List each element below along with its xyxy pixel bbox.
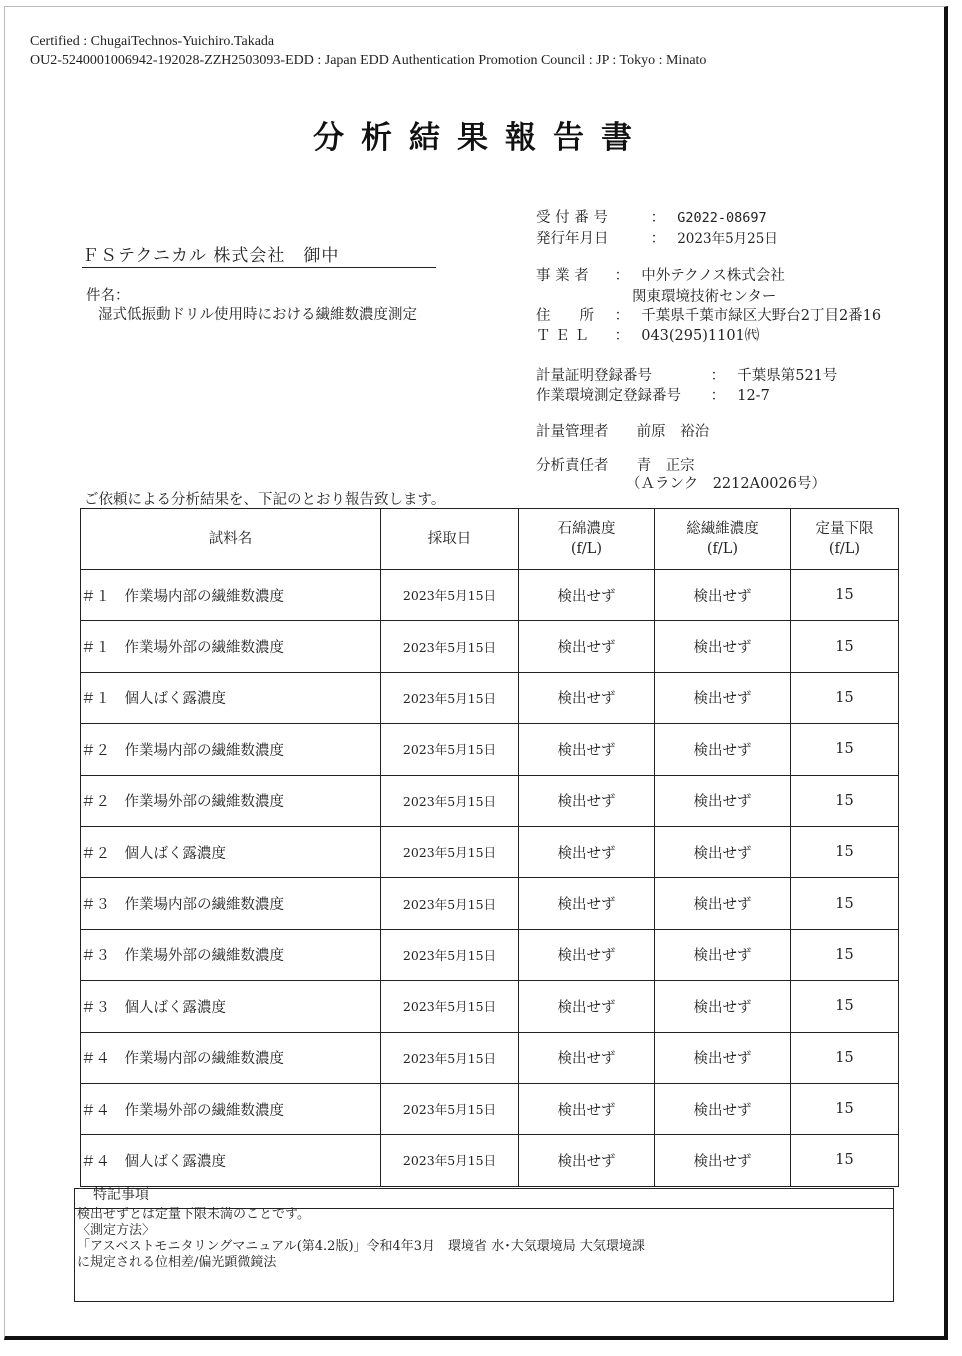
table-row	[81, 724, 899, 775]
quantification-limit-cell: 15	[791, 826, 899, 877]
environment-registration-row	[536, 386, 770, 406]
colon: ：	[614, 328, 630, 344]
receipt-number: G2022-08697	[677, 210, 767, 226]
addressee: ＦＳテクニカル 株式会社 御中	[82, 241, 436, 268]
asbestos-concentration-cell: 検出せず	[519, 621, 655, 672]
special-notes	[74, 1188, 894, 1302]
quantification-limit-cell: 15	[791, 570, 899, 621]
sampling-date-cell: 2023年5月15日	[381, 570, 519, 621]
sampling-date-cell: 2023年5月15日	[381, 621, 519, 672]
receipt-number-label: 受 付 番 号	[536, 210, 608, 226]
quantification-limit-cell: 15	[791, 621, 899, 672]
notes-body	[77, 1207, 645, 1271]
header-asbestos-label: 石綿濃度	[557, 521, 616, 537]
company-name: 中外テクノス株式会社	[641, 268, 785, 284]
colon: ：	[614, 308, 630, 324]
quantification-limit-cell: 15	[791, 775, 899, 826]
tel-label: Ｔ Ｅ Ｌ	[536, 328, 589, 344]
table-row	[81, 1032, 899, 1083]
certificate-line-2: OU2-5240001006942-192028-ZZH2503093-EDD : Japan EDD Authentication Promotion Council : JP : Tokyo : Minato	[30, 53, 707, 68]
results-table	[80, 508, 899, 1187]
sampling-date-cell: 2023年5月15日	[381, 929, 519, 980]
table-row	[81, 1135, 899, 1186]
table-row	[81, 672, 899, 723]
sampling-date-cell: 2023年5月15日	[381, 1083, 519, 1134]
notes-line-1: 検出せずとは定量下限未満のことです。	[77, 1207, 310, 1222]
sample-name-cell: ＃１ 個人ばく露濃度	[81, 672, 381, 723]
colon: ：	[614, 268, 630, 284]
asbestos-concentration-cell: 検出せず	[519, 1135, 655, 1186]
measurement-manager-name: 前原 裕治	[636, 424, 710, 440]
header-total-fiber-concentration	[655, 509, 791, 570]
quantification-limit-cell: 15	[791, 1032, 899, 1083]
table-row	[81, 826, 899, 877]
sample-name-cell: ＃４ 作業場内部の繊維数濃度	[81, 1032, 381, 1083]
measurement-manager-row	[536, 422, 709, 442]
notes-title: 特記事項	[93, 1187, 149, 1203]
digital-certificate	[30, 32, 706, 70]
tel-number: 043(295)1101㈹	[641, 328, 760, 344]
total-fiber-concentration-cell: 検出せず	[655, 878, 791, 929]
issue-date-row	[536, 229, 778, 249]
asbestos-concentration-cell: 検出せず	[519, 878, 655, 929]
analyst-name: 青 正宗	[636, 458, 695, 474]
quantification-limit-cell: 15	[791, 878, 899, 929]
company-department: 関東環境技術センター	[632, 289, 777, 305]
issue-date-label: 発行年月日	[536, 231, 609, 247]
total-fiber-concentration-cell: 検出せず	[655, 1083, 791, 1134]
sampling-date-cell: 2023年5月15日	[381, 672, 519, 723]
sampling-date-cell: 2023年5月15日	[381, 775, 519, 826]
sample-name-cell: ＃２ 作業場内部の繊維数濃度	[81, 724, 381, 775]
page-title: 分析結果報告書	[313, 120, 649, 156]
address-row	[536, 306, 881, 326]
sample-name-cell: ＃３ 作業場内部の繊維数濃度	[81, 878, 381, 929]
intro-text: ご依頼による分析結果を、下記のとおり報告致します。	[84, 492, 446, 508]
tel-row	[536, 326, 759, 346]
asbestos-concentration-cell: 検出せず	[519, 724, 655, 775]
sample-name-cell: ＃４ 個人ばく露濃度	[81, 1135, 381, 1186]
notes-line-4: に規定される位相差/偏光顕微鏡法	[77, 1255, 277, 1270]
certification-registration-row	[536, 366, 837, 386]
total-fiber-concentration-cell: 検出せず	[655, 775, 791, 826]
notes-line-3: 「アスベストモニタリングマニュアル(第4.2版)」令和4年3月 環境省 水･大気環境局 大気環境課	[77, 1239, 645, 1254]
sampling-date-cell: 2023年5月15日	[381, 1032, 519, 1083]
analyst-label: 分析責任者	[536, 458, 609, 474]
sample-name-cell: ＃３ 個人ばく露濃度	[81, 981, 381, 1032]
quantification-limit-cell: 15	[791, 672, 899, 723]
table-row	[81, 1083, 899, 1134]
sample-name-cell: ＃２ 作業場外部の繊維数濃度	[81, 775, 381, 826]
measurement-manager-label: 計量管理者	[536, 424, 609, 440]
asbestos-concentration-cell: 検出せず	[519, 1032, 655, 1083]
colon: ：	[710, 388, 726, 404]
total-fiber-concentration-cell: 検出せず	[655, 570, 791, 621]
receipt-number-row	[536, 208, 767, 228]
sample-name-cell: ＃１ 作業場外部の繊維数濃度	[81, 621, 381, 672]
asbestos-concentration-cell: 検出せず	[519, 672, 655, 723]
sampling-date-cell: 2023年5月15日	[381, 724, 519, 775]
header-unit: (f/L)	[706, 541, 739, 557]
environment-registration-number: 12-7	[737, 388, 770, 404]
sampling-date-cell: 2023年5月15日	[381, 981, 519, 1032]
table-row	[81, 621, 899, 672]
header-unit: (f/L)	[570, 541, 603, 557]
table-row	[81, 929, 899, 980]
table-row	[81, 981, 899, 1032]
asbestos-concentration-cell: 検出せず	[519, 570, 655, 621]
colon: ：	[710, 368, 726, 384]
quantification-limit-cell: 15	[791, 929, 899, 980]
header-sampling-date: 採取日	[381, 509, 519, 570]
total-fiber-concentration-cell: 検出せず	[655, 826, 791, 877]
company-row	[536, 266, 785, 286]
table-row	[81, 775, 899, 826]
quantification-limit-cell: 15	[791, 1083, 899, 1134]
sampling-date-cell: 2023年5月15日	[381, 878, 519, 929]
notes-line-2: 〈測定方法〉	[77, 1223, 156, 1238]
issue-date: 2023年5月25日	[677, 231, 778, 247]
sample-name-cell: ＃２ 個人ばく露濃度	[81, 826, 381, 877]
header-asbestos-concentration	[519, 509, 655, 570]
total-fiber-concentration-cell: 検出せず	[655, 672, 791, 723]
address: 千葉県千葉市緑区大野台2丁目2番16	[641, 308, 882, 324]
analyst-row	[536, 456, 695, 476]
asbestos-concentration-cell: 検出せず	[519, 826, 655, 877]
subject-label: 件名：	[86, 288, 130, 304]
header-sample-name: 試料名	[81, 509, 381, 570]
quantification-limit-cell: 15	[791, 724, 899, 775]
total-fiber-concentration-cell: 検出せず	[655, 724, 791, 775]
certification-registration-number: 千葉県第521号	[737, 368, 838, 384]
colon: ：	[650, 210, 666, 226]
certificate-line-1: Certified : ChugaiTechnos-Yuichiro.Takada	[30, 34, 275, 49]
sample-name-cell: ＃３ 作業場外部の繊維数濃度	[81, 929, 381, 980]
sampling-date-cell: 2023年5月15日	[381, 1135, 519, 1186]
total-fiber-concentration-cell: 検出せず	[655, 1135, 791, 1186]
asbestos-concentration-cell: 検出せず	[519, 929, 655, 980]
certification-registration-label: 計量証明登録番号	[536, 368, 652, 384]
company-label: 事 業 者	[536, 268, 589, 284]
quantification-limit-cell: 15	[791, 1135, 899, 1186]
asbestos-concentration-cell: 検出せず	[519, 1083, 655, 1134]
environment-registration-label: 作業環境測定登録番号	[536, 388, 681, 404]
table-row	[81, 878, 899, 929]
header-unit: (f/L)	[828, 541, 861, 557]
sample-name-cell: ＃４ 作業場外部の繊維数濃度	[81, 1083, 381, 1134]
total-fiber-concentration-cell: 検出せず	[655, 1032, 791, 1083]
header-quantification-limit	[791, 509, 899, 570]
subject: 湿式低振動ドリル使用時における繊維数濃度測定	[98, 307, 417, 323]
table-row	[81, 570, 899, 621]
address-label: 住 所	[536, 308, 594, 324]
asbestos-concentration-cell: 検出せず	[519, 775, 655, 826]
sample-name-cell: ＃１ 作業場内部の繊維数濃度	[81, 570, 381, 621]
sampling-date-cell: 2023年5月15日	[381, 826, 519, 877]
table-header-row	[81, 509, 899, 570]
quantification-limit-cell: 15	[791, 981, 899, 1032]
analyst-rank: （Ａランク 2212A0026号）	[626, 476, 826, 492]
total-fiber-concentration-cell: 検出せず	[655, 621, 791, 672]
total-fiber-concentration-cell: 検出せず	[655, 981, 791, 1032]
colon: ：	[650, 231, 666, 247]
header-limit-label: 定量下限	[815, 521, 874, 537]
asbestos-concentration-cell: 検出せず	[519, 981, 655, 1032]
total-fiber-concentration-cell: 検出せず	[655, 929, 791, 980]
header-total-label: 総繊維濃度	[686, 521, 759, 537]
